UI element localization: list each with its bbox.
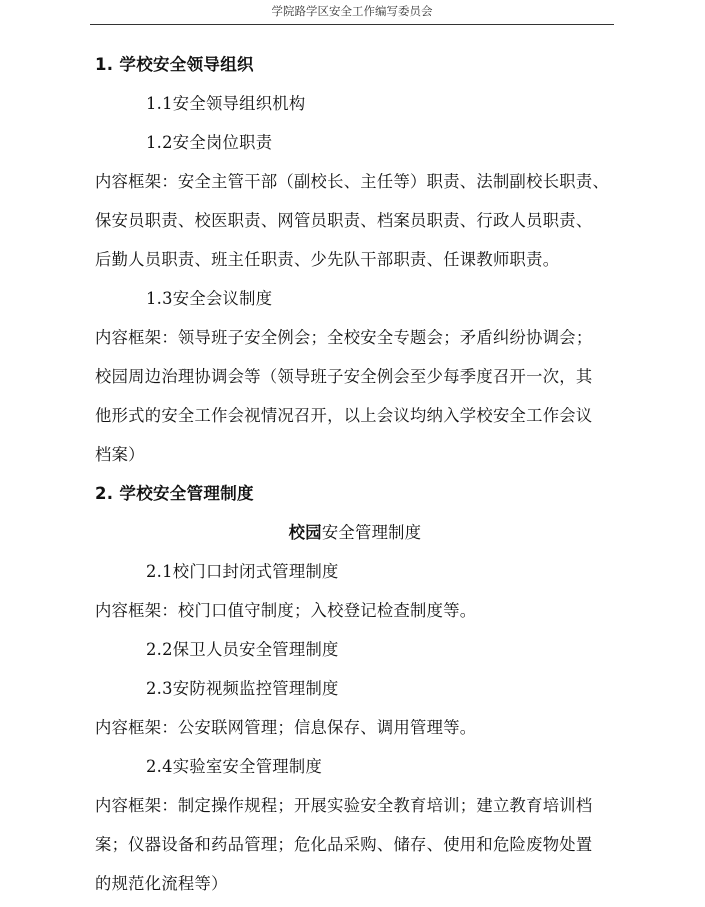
subsection-1-2: 1.2安全岗位职责 [146, 133, 273, 152]
paragraph-line: 案；仪器设备和药品管理；危化品采购、储存、使用和危险废物处置 [95, 835, 593, 854]
paragraph-line: 内容框架：公安联网管理；信息保存、调用管理等。 [95, 718, 477, 737]
section-heading-2: 2. 学校安全管理制度 [95, 484, 254, 503]
subsection-2-2: 2.2保卫人员安全管理制度 [146, 640, 339, 659]
page-header: 学院路学区安全工作编写委员会 [90, 0, 614, 25]
centered-title-rest: 安全管理制度 [321, 523, 422, 542]
centered-title [95, 522, 615, 544]
paragraph-line: 的规范化流程等） [95, 874, 228, 893]
paragraph-line: 后勤人员职责、班主任职责、少先队干部职责、任课教师职责。 [95, 250, 560, 269]
paragraph-line: 校园周边治理协调会等（领导班子安全例会至少每季度召开一次，其 [95, 367, 593, 386]
paragraph-line: 内容框架：制定操作规程；开展实验安全教育培训；建立教育培训档 [95, 796, 593, 815]
paragraph-line: 档案） [95, 445, 145, 464]
subsection-1-3: 1.3安全会议制度 [146, 289, 273, 308]
paragraph-line: 保安员职责、校医职责、网管员职责、档案员职责、行政人员职责、 [95, 211, 593, 230]
subsection-2-4: 2.4实验室安全管理制度 [146, 757, 323, 776]
paragraph-line: 他形式的安全工作会视情况召开，以上会议均纳入学校安全工作会议 [95, 406, 593, 425]
subsection-1-1: 1.1安全领导组织机构 [146, 94, 306, 113]
paragraph-line: 内容框架：领导班子安全例会；全校安全专题会；矛盾纠纷协调会； [95, 328, 593, 347]
centered-title-bold: 校园 [288, 523, 322, 542]
section-heading-1: 1. 学校安全领导组织 [95, 55, 254, 74]
subsection-2-3: 2.3安防视频监控管理制度 [146, 679, 339, 698]
subsection-2-1: 2.1校门口封闭式管理制度 [146, 562, 339, 581]
paragraph-line: 内容框架：校门口值守制度；入校登记检查制度等。 [95, 601, 477, 620]
paragraph-line: 内容框架：安全主管干部（副校长、主任等）职责、法制副校长职责、 [95, 172, 610, 191]
